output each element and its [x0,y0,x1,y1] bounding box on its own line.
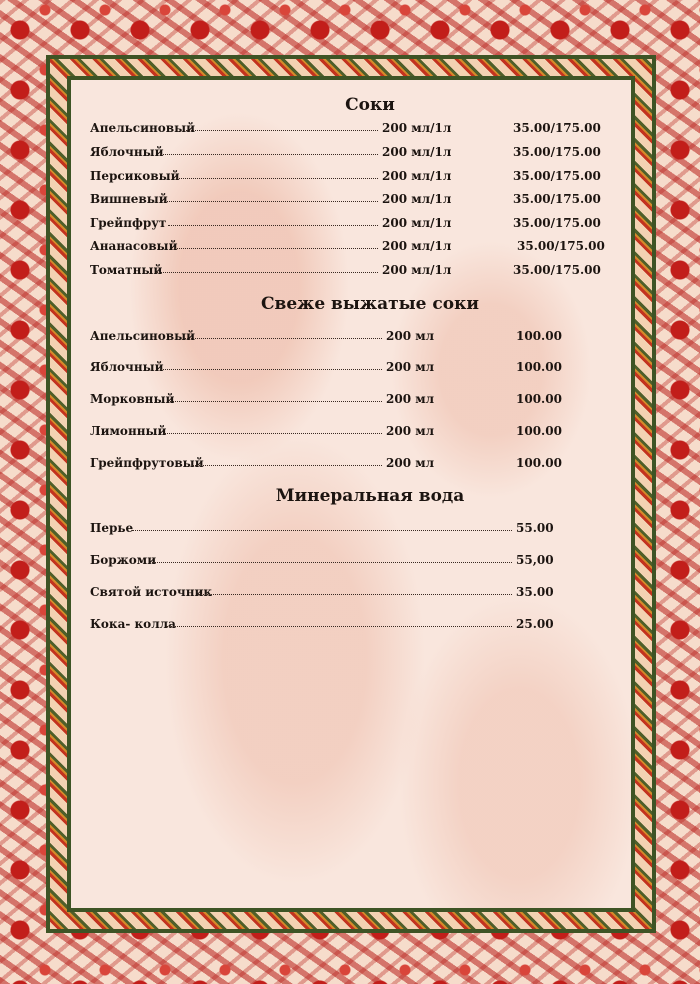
item-volume: 200 мл/1л [382,239,452,253]
item-price: 55,00 [516,553,554,567]
item-name: Ананасовый [90,239,178,253]
dot-leader [152,562,512,563]
dot-leader [156,272,378,273]
item-price: 35.00/175.00 [513,121,601,135]
item-price: 35.00/175.00 [513,216,601,230]
item-volume: 200 мл [386,360,435,374]
dot-leader [164,201,378,202]
item-price: 55.00 [516,521,554,535]
item-volume: 200 мл [386,329,435,343]
item-name: Апельсиновый [90,121,196,135]
item-name: Яблочный [90,360,164,374]
item-price: 100.00 [516,329,562,343]
item-volume: 200 мл/1л [382,192,452,206]
item-volume: 200 мл/1л [382,145,452,159]
item-price: 100.00 [516,424,562,438]
dot-leader [192,465,382,466]
item-name: Грейпфрут [90,216,167,230]
item-price: 100.00 [516,392,562,406]
item-name: Боржоми [90,553,157,567]
item-name: Персиковый [90,169,180,183]
item-volume: 200 мл/1л [382,216,452,230]
item-volume: 200 мл [386,456,435,470]
item-name: Перье [90,521,134,535]
menu-frame [46,55,656,933]
dot-leader [132,530,512,531]
dot-leader [184,338,382,339]
item-volume: 200 мл [386,424,435,438]
item-price: 100.00 [516,456,562,470]
item-name: Лимонный [90,424,167,438]
item-name: Святой источник [90,585,213,599]
item-price: 35.00/175.00 [513,145,601,159]
item-name: Апельсиновый [90,329,196,343]
dot-leader [170,401,382,402]
item-volume: 200 мл/1л [382,121,452,135]
item-price: 25.00 [516,617,554,631]
item-name: Вишневый [90,192,168,206]
dot-leader [198,594,512,595]
dot-leader [160,369,382,370]
item-name: Морковный [90,392,175,406]
item-price: 35.00 [516,585,554,599]
decorative-border [50,59,652,929]
item-volume: 200 мл/1л [382,169,452,183]
menu-content [90,80,631,908]
item-name: Томатный [90,263,163,277]
item-name: Грейпфрутовый [90,456,204,470]
item-price: 35.00/175.00 [513,263,601,277]
item-name: Кока- колла [90,617,176,631]
item-price: 35.00/175.00 [513,169,601,183]
section-title-mineral-water: Минеральная вода [275,486,465,506]
item-price: 35.00/175.00 [513,192,601,206]
dot-leader [168,225,378,226]
item-volume: 200 мл [386,392,435,406]
item-price: 35.00/175.00 [517,239,605,253]
dot-leader [186,130,378,131]
dot-leader [164,433,382,434]
section-title-juices: Соки [345,95,395,115]
dot-leader [176,178,378,179]
dot-leader [160,154,378,155]
item-price: 100.00 [516,360,562,374]
dot-leader [166,626,512,627]
item-name: Яблочный [90,145,164,159]
item-volume: 200 мл/1л [382,263,452,277]
menu-page [67,76,635,912]
dot-leader [174,248,378,249]
section-title-fresh-juices: Свеже выжатые соки [261,294,479,314]
